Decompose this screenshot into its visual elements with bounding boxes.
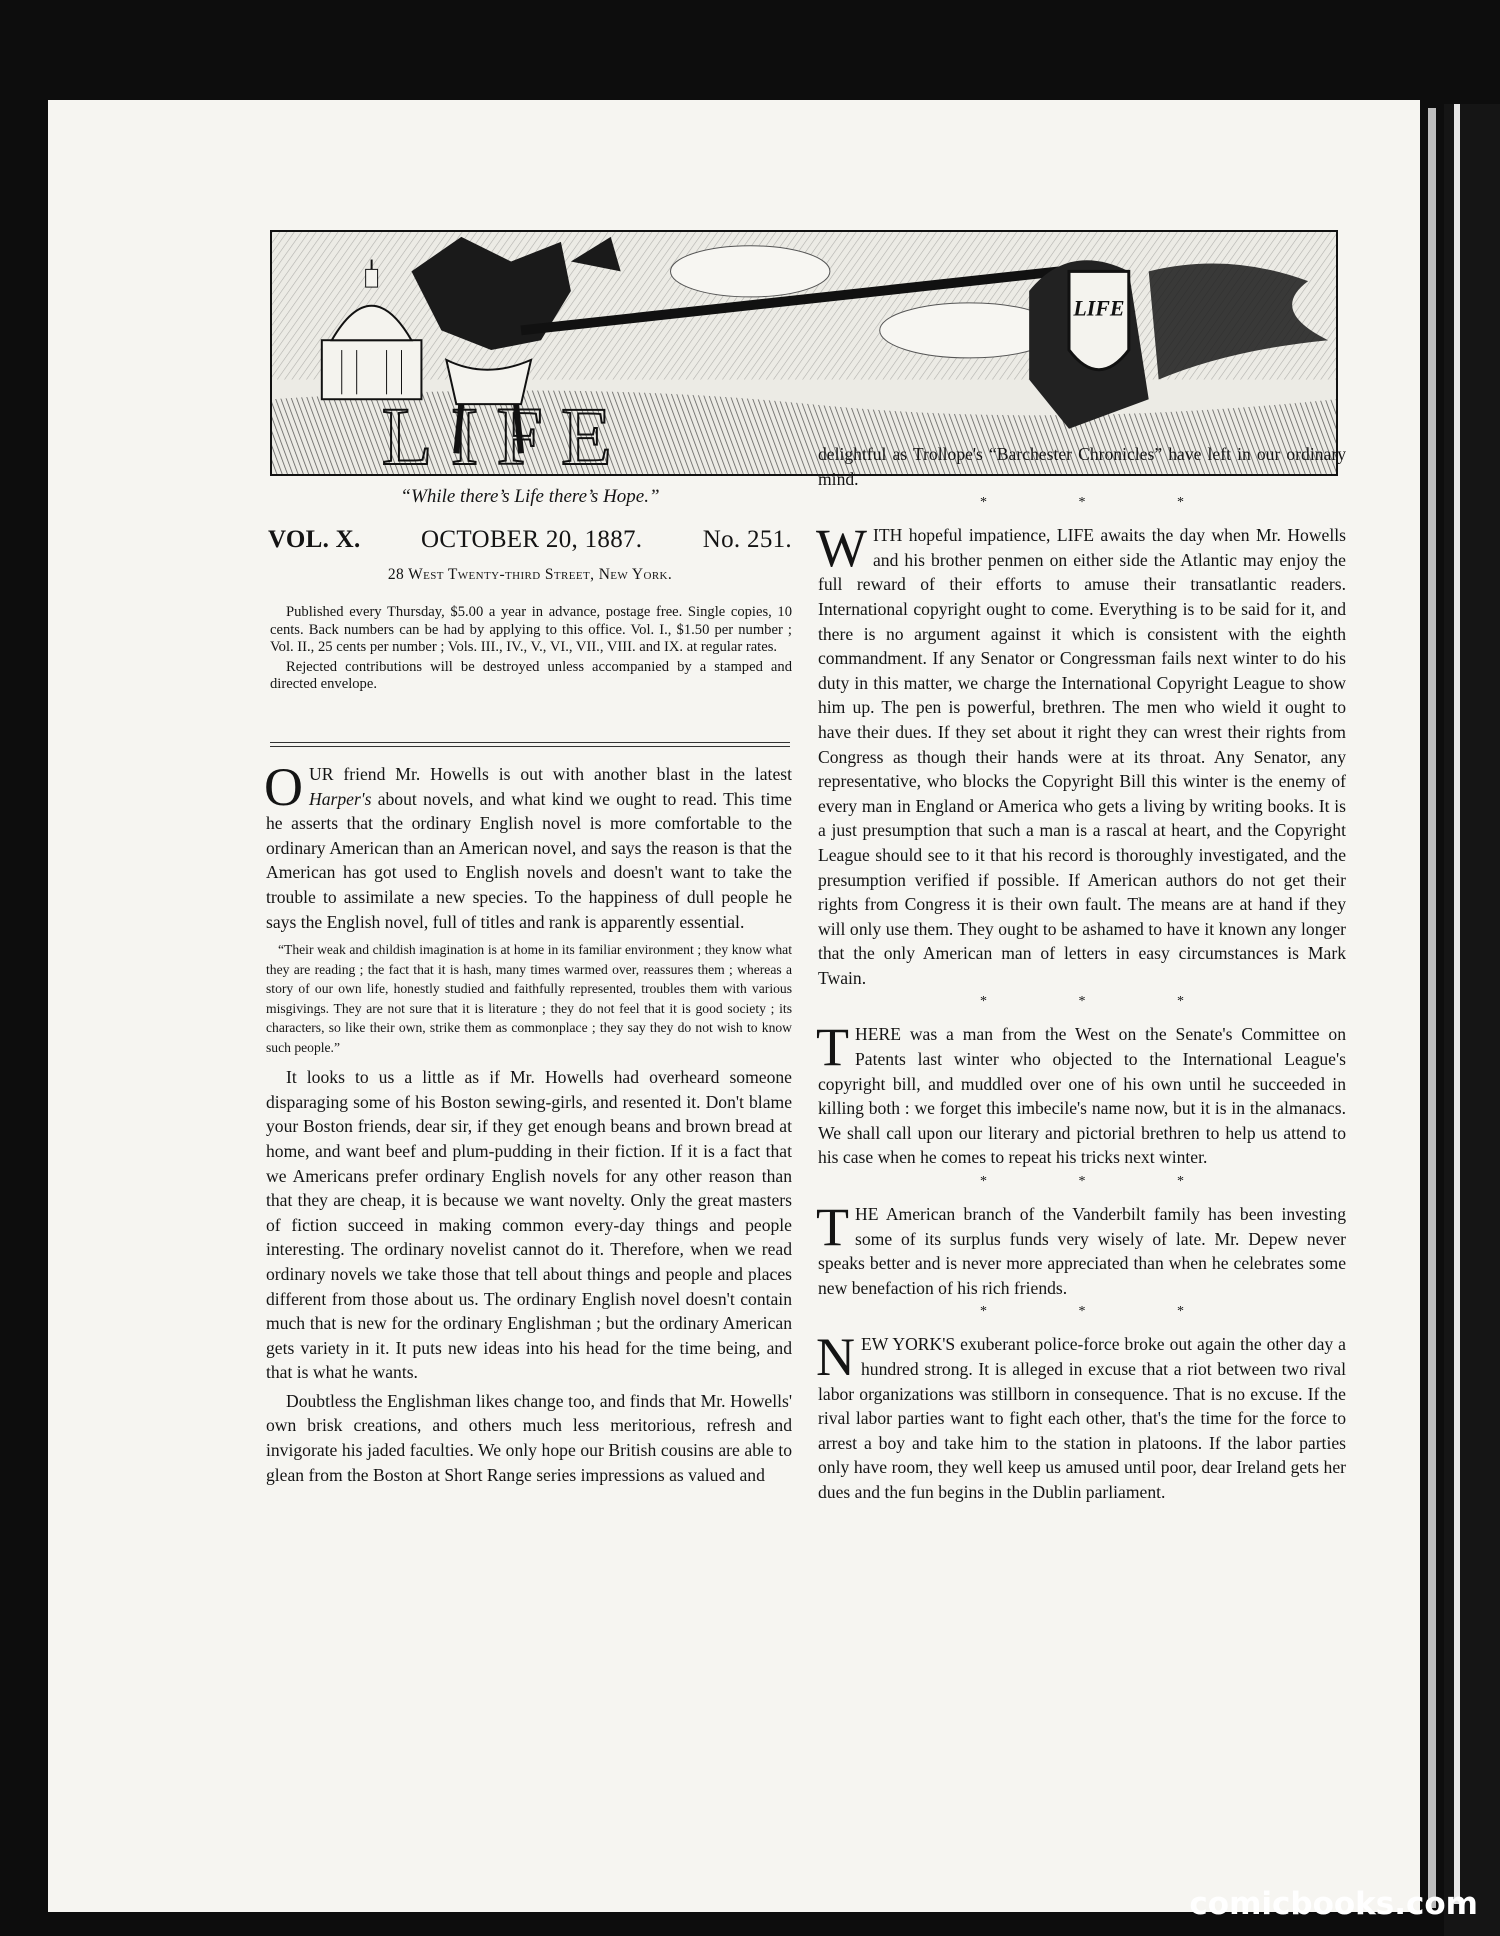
publisher-address: 28 West Twenty-third Street, New York.: [387, 566, 673, 583]
article-police-force: NEW YORK'S exuberant police-force broke out again the other day a hundred strong. It is alleged in excuse that a riot between two rival labor organizations was stillborn in consequence. That is no excuse. If the rival labor parties want to fight each other, that's the time for the force to arrest a boy and take him to the station in platoons. If the labor parties only have room, they well keep us amused until poor, dear Ireland gets her dues and the fun begins in the Dublin parliament.: [816, 1327, 1346, 1502]
howells-quotation: “Their weak and childish imagination is at home in its familiar environment ; they know what they are reading ; the fact that it is hash, many times warmed over, reassures them ; whereas a story of our own life, honestly studied and faithfully represented, troubles them with various misgivings. They are not sure that it is literature ; they do not feel that it is good society ; its characters, so like their own, strike them as commonplace ; they say they do not wish to know such people.”: [266, 942, 792, 1055]
page-spine: [1454, 104, 1460, 1904]
article-howells-opening: OUR friend Mr. Howells is out with another blast in the latest Harper's about novels, and what kind we ought to read. This time he asserts that the ordinary English novel is more comfortable to the ordinary American than an American novel, and says the reason is that the American has got used to English novels and doesn't want to take the trouble to assimilate a new species. To the happiness of dull people he says the English novel, full of titles and rank is apparently essential.: [264, 757, 792, 932]
site-watermark: comicbooks.com: [1189, 1886, 1478, 1922]
right-column: [818, 442, 1346, 1509]
volume-label: VOL. X.: [268, 526, 361, 553]
section-separator: * * *: [980, 1174, 1228, 1190]
drop-cap: N: [816, 1327, 855, 1388]
shield-text: LIFE: [1073, 296, 1125, 321]
article-copyright: WITH hopeful impatience, LIFE awaits the day when Mr. Howells and his brother penmen on either side the Atlantic may enjoy the full reward of their efforts to amuse their transatlantic readers. International copyright ought to come. Everything is to be said for it, and there is no argument against it which is consistent with the eighth commandment. If any Senator or Congressman fails next winter to do his duty in this matter, we charge the International Copyright League to show him up. The pen is powerful, brethren. The men who wield it ought to have their dues. If they set about it right they can wrest their rights from Congress as though their hands were at its throat. Any Senator, any representative, who blocks the Copyright Bill this winter is the enemy of every man in England or America who gets a living by writing books. It is a just presumption that such a man is a rascal at heart, and the Copyright League should see to it that his record is thoroughly investigated, and the presumption verified if possible. If American authors do not get their rights from Congress it is their own fault. The means are at hand if they will only use them. They ought to be ashamed to have it known any longer that the only American man of letters in easy circumstances is Mark Twain.: [816, 518, 1346, 988]
drop-cap: O: [264, 757, 303, 817]
section-separator: * * *: [980, 495, 1228, 511]
drop-cap: T: [816, 1197, 849, 1258]
motto: “While there’s Life there’s Hope.”: [400, 486, 660, 507]
adjacent-page-edge: [1444, 104, 1500, 1936]
issue-line: [268, 526, 792, 554]
article-vanderbilt: THE American branch of the Vanderbilt family has been investing some of its surplus funds very wisely of late. Mr. Depew never speaks better and is never more appreciated than when he celebrates some new benefaction of his rich friends.: [816, 1197, 1346, 1298]
divider-rule: [270, 746, 790, 747]
issue-number: No. 251.: [702, 526, 792, 553]
issue-date: OCTOBER 20, 1887.: [421, 526, 643, 553]
publication-info: [270, 604, 792, 694]
masthead-title: LIFE: [381, 390, 630, 474]
subscription-terms: Published every Thursday, $5.00 a year in advance, postage free. Single copies, 10 cents. Back numbers can be had by applying to this office. Vol. I., $1.50 per number ; Vol. II., 25 cents per number ; Vols. III., IV., V., VI., VII., VIII. and IX. at regular rates.: [270, 604, 792, 656]
magazine-title-italic: Harper's: [309, 788, 372, 809]
article-paragraph: Doubtless the Englishman likes change too, and finds that Mr. Howells' own brisk creations, and others much less meritorious, refresh and invigorate his jaded faculties. We only hope our British cousins are able to glean from the Boston at Short Range series impressions as valued and: [266, 1390, 792, 1485]
article-paragraph: It looks to us a little as if Mr. Howells had overheard someone disparaging some of his Boston sewing-girls, and resented it. Don't blame your Boston friends, dear sir, if they get enough beans and brown bread at home, and want beef and plum-pudding in their fiction. If it is a fact that we Americans prefer ordinary English novels for any other reason than that they are cheap, it is because we want novelty. Only the great masters of fiction succeed in making common every-day things and people interesting. The ordinary novelist cannot do it. Therefore, when we read ordinary novels we take those that tell about things and people and places different from those about us. The ordinary English novel doesn't contain much that is new for the ordinary Englishman ; but the ordinary American gets variety in it. It puts new ideas into his head for the time being, and that is what he wants.: [266, 1067, 792, 1383]
section-separator: * * *: [980, 1304, 1228, 1320]
article-senate-committee: THERE was a man from the West on the Senate's Committee on Patents last winter who objected to the International League's copyright bill, and muddled over one of his own until he succeeded in killing both : we forget this imbecile's name now, but it is in the almanacs. We shall call upon our literary and pictorial brethren to help us attend to his case when he comes to repeat his tricks next winter.: [816, 1017, 1346, 1168]
left-column: [264, 757, 792, 1491]
divider-rule: [270, 742, 790, 743]
masthead-illustration: [270, 230, 1338, 476]
rejected-contributions-notice: Rejected contributions will be destroyed unless accompanied by a stamped and directed envelope.: [270, 658, 792, 693]
section-separator: * * *: [980, 994, 1228, 1010]
drop-cap: T: [816, 1017, 849, 1078]
continuation-paragraph: delightful as Trollope's “Barchester Chronicles” have left in our ordinary mind.: [818, 444, 1346, 489]
page-shadow: [1428, 108, 1436, 1908]
drop-cap: W: [816, 518, 867, 579]
